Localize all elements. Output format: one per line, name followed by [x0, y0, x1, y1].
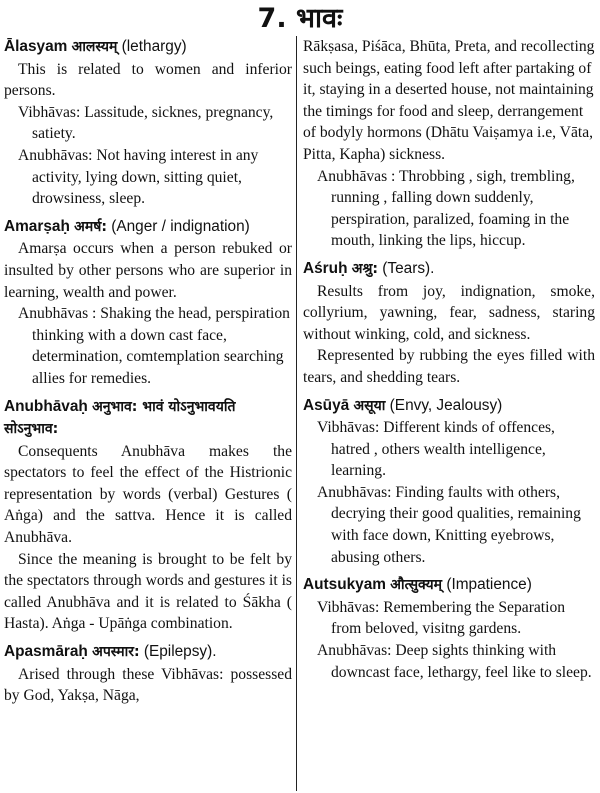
- entry-devanagari: अश्रु:: [351, 260, 378, 277]
- glossary-entry: [4, 36, 292, 210]
- entry-heading: [4, 216, 292, 239]
- entry-devanagari: अपस्मार:: [92, 644, 140, 661]
- entry-gloss: (Impatience): [446, 576, 532, 594]
- entry-heading: [303, 574, 595, 597]
- entry-gloss: (Anger / indignation): [111, 217, 250, 235]
- entry-gloss: (Tears).: [382, 259, 435, 277]
- entry-heading: [4, 396, 292, 441]
- entry-devanagari: असूया: [353, 397, 386, 414]
- glossary-entry: [4, 216, 292, 390]
- entry-paragraph: Rākṣasa, Piśāca, Bhūta, Preta, and recollecting such beings, eating food left after partaking of it, staying in a deserted house, not maintaining the timings for food and sleep, derrangement of bodyly hormons (Dhātu Vaiṣamya i.e, Vāta, Pitta, Kapha) sickness.: [303, 38, 595, 163]
- entry-subpoint: Anubhāvas: Deep sights thinking with downcast face, lethargy, feel like to sleep.: [317, 642, 592, 681]
- entry-gloss: (Envy, Jealousy): [389, 396, 503, 414]
- entry-paragraph: This is related to women and inferior persons.: [4, 60, 292, 100]
- right-column: [303, 36, 595, 793]
- left-column: [4, 36, 292, 793]
- entry-term: Asūyā: [303, 396, 350, 414]
- entry-gloss: (Epilepsy).: [143, 643, 217, 661]
- entry-paragraph: Since the meaning is brought to be felt by the spectators through words and gestures it is called Anubhāva and it is related to Śākha ( Hasta). Aṅga - Upāṅga combination.: [4, 550, 292, 633]
- entry-subpoint: Anubhāvas : Shaking the head, perspiration thinking with a down cast face, determination, comtemplation searching allies for remedies.: [18, 305, 290, 387]
- page-title: 7. भावः: [257, 3, 343, 34]
- entry-paragraph: Arised through these Vibhāvas: possessed by God, Yakṣa, Nāga,: [4, 665, 292, 705]
- glossary-entry: [303, 36, 595, 252]
- entry-gloss: (lethargy): [121, 38, 187, 55]
- entry-heading: [4, 36, 292, 59]
- glossary-entry: [303, 574, 595, 683]
- entry-paragraph: Results from joy, indignation, smoke, collyrium, yawning, fear, sadness, staring without winking, cold, and sickness.: [303, 282, 595, 343]
- entry-term: Autsukyam: [303, 576, 386, 594]
- entry-subpoint: Vibhāvas: Different kinds of offences, hatred , others wealth intelligence, learning.: [317, 419, 555, 480]
- entry-subpoint: Anubhāvas: Not having interest in any activity, lying down, sitting quiet, drowsiness, sleep.: [18, 146, 259, 208]
- entry-subpoint: Vibhāvas: Lassitude, sicknes, pregnancy, satiety.: [18, 103, 274, 143]
- glossary-entry: [303, 258, 595, 389]
- entry-paragraph: Represented by rubbing the eyes filled with tears, and shedding tears.: [303, 347, 595, 386]
- entry-devanagari: अमर्ष:: [74, 218, 107, 235]
- glossary-entry: [303, 395, 595, 569]
- entry-subpoint: Anubhāvas: Finding faults with others, decrying their good qualities, remaining with face down, Knitting eyebrows, abusing others.: [317, 483, 581, 566]
- entry-term: Ālasyam: [4, 38, 68, 55]
- entry-devanagari: आलस्यम्: [71, 39, 118, 55]
- glossary-entry: [4, 396, 292, 636]
- entry-term: Anubhāvaḥ: [4, 397, 88, 415]
- column-divider: [296, 36, 297, 791]
- entry-heading: [303, 258, 595, 281]
- entry-devanagari: औत्सुक्यम्: [390, 577, 443, 594]
- entry-heading: [4, 641, 292, 664]
- entry-subpoint: Vibhāvas: Remembering the Separation from beloved, visitng gardens.: [317, 598, 566, 638]
- entry-term: Aśruḥ: [303, 259, 348, 277]
- entry-heading: [303, 395, 595, 418]
- entry-paragraph: Amarṣa occurs when a person rebuked or insulted by other persons who are superior in learning, wealth and power.: [4, 240, 292, 301]
- glossary-entry: [4, 641, 292, 707]
- entry-term: Apasmāraḥ: [4, 643, 88, 661]
- entry-devanagari: अनुभाव: भावं योऽनुभावयति सोऽनुभाव:: [4, 398, 236, 438]
- entry-term: Amarṣaḥ: [4, 217, 70, 235]
- entry-subpoint: Anubhāvas : Throbbing , sigh, trembling, running , falling down suddenly, perspiration, paralized, foaming in the mouth, linking the lips, hiccup.: [317, 167, 575, 250]
- entry-paragraph: Consequents Anubhāva makes the spectators to feel the effect of the Histrionic representation by words (verbal) Gestures ( Aṅga) and the sattva. Hence it is called Anubhāva.: [4, 442, 292, 547]
